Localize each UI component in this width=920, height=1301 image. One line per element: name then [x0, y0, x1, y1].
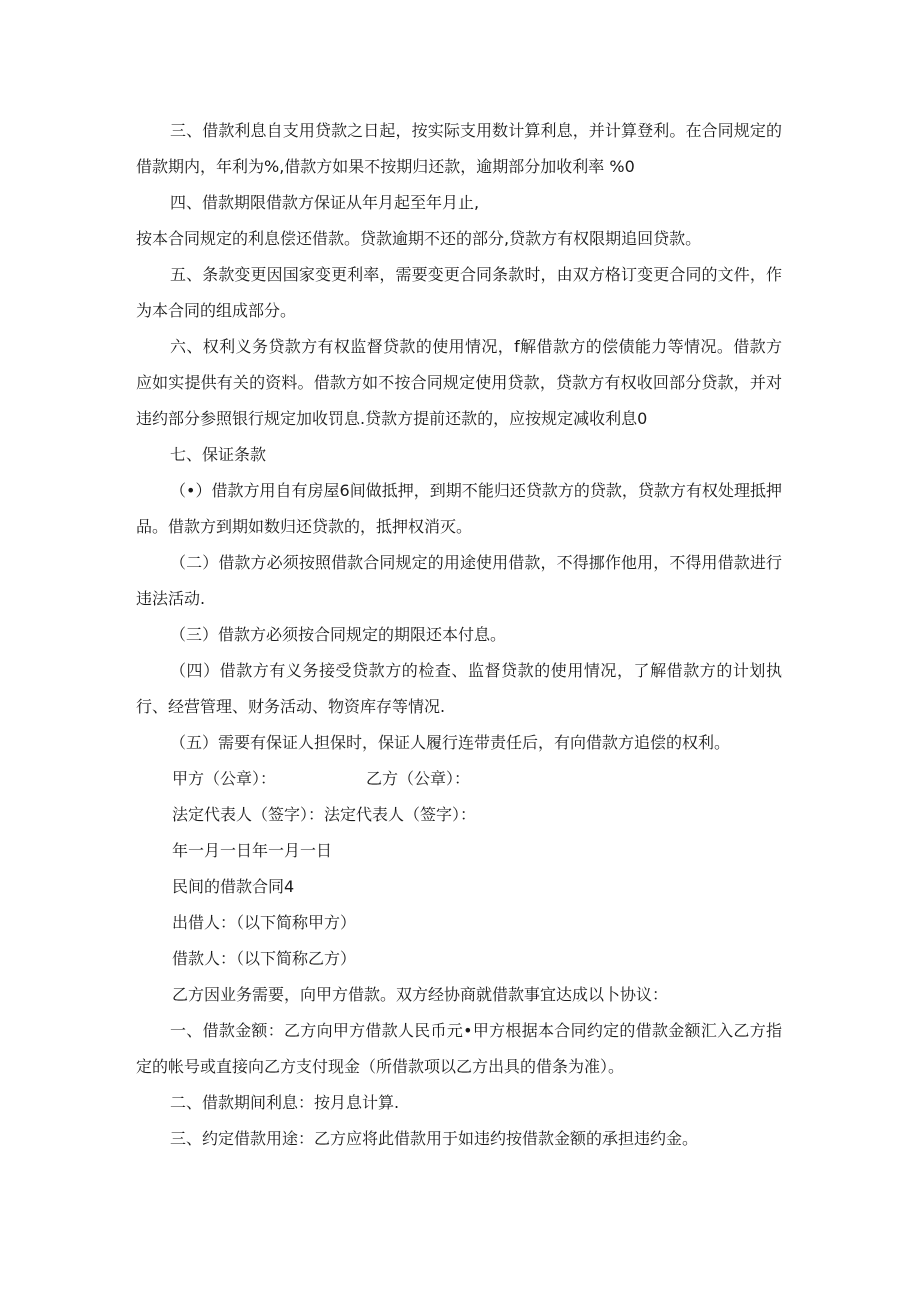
contract2-clause-purpose: 三、约定借款用途：乙方应将此借款用于如违约按借款金额的承担违约金。	[170, 1129, 699, 1148]
document-body	[136, 113, 782, 1157]
paragraph-interest: 三、借款利息自支用贷款之日起，按实际支用数计算利息，并计算登利。在合同规定的借款期内，年利为%,借款方如果不按期归还款，逾期部分加收利率 %0	[136, 121, 782, 176]
paragraph-term-continued: 按本合同规定的利息偿还借款。贷款逾期不还的部分,贷款方有权限期追回贷款。	[136, 229, 702, 248]
paragraph-rights: 六、权利义务贷款方有权监督贷款的使用情况，f解借款方的偿债能力等情况。借款方应如实提供有关的资料。借款方如不按合同规定使用贷款，贷款方有权收回部分贷款，并对违约部分参照银行规定加收罚息.贷款方提前还款的，应按规定减收利息0	[136, 337, 782, 428]
contract2-borrower: 借款人：（以下简称乙方）	[172, 949, 357, 968]
signature-parties	[136, 761, 782, 797]
paragraph-guarantee-4: （四）借款方有义务接受贷款方的检查、监督贷款的使用情况，了解借款方的计划执行、经营管理、财务活动、物资库存等情况.	[136, 661, 782, 716]
paragraph-guarantee-1: （•）借款方用自有房屋6间做抵押，到期不能归还贷款方的贷款，贷款方有权处理抵押品。借款方到期如数归还贷款的，抵押权消灭。	[136, 481, 782, 536]
contract2-clause-amount: 一、借款金额：乙方向甲方借款人民币元•甲方根据本合同约定的借款金额汇入乙方指定的帐号或直接向乙方支付现金（所借款项以乙方出具的借条为准）。	[136, 1021, 782, 1076]
paragraph-guarantee-heading: 七、保证条款	[170, 445, 267, 464]
paragraph-guarantee-2: （二）借款方必须按照借款合同规定的用途使用借款，不得挪作他用，不得用借款进行违法活动.	[136, 553, 782, 608]
contract2-lender: 出借人：（以下简称甲方）	[172, 913, 357, 932]
paragraph-guarantee-5: （五）需要有保证人担保时，保证人履行连带责任后，有向借款方追偿的权利。	[170, 733, 731, 752]
contract2-title: 民间的借款合同4	[172, 877, 295, 896]
signature-representatives: 法定代表人（签字）：法定代表人（签字）：	[172, 805, 477, 824]
contract2-intro: 乙方因业务需要，向甲方借款。双方经协商就借款事宜达成以卜协议：	[172, 985, 669, 1004]
paragraph-amendment: 五、条款变更因国家变更利率，需要变更合同条款时，由双方格订变更合同的文件，作为本合同的组成部分。	[136, 265, 782, 320]
signature-dates: 年一月一日年一月一日	[172, 841, 333, 860]
contract2-clause-interest: 二、借款期间利息：按月息计算.	[170, 1093, 400, 1112]
party-b-seal: 乙方（公章）：	[366, 769, 471, 788]
paragraph-term: 四、借款期限借款方保证从年月起至年月止,	[170, 193, 480, 212]
party-a-seal: 甲方（公章）：	[172, 769, 277, 788]
paragraph-guarantee-3: （三）借款方必须按合同规定的期限还本付息。	[170, 625, 507, 644]
